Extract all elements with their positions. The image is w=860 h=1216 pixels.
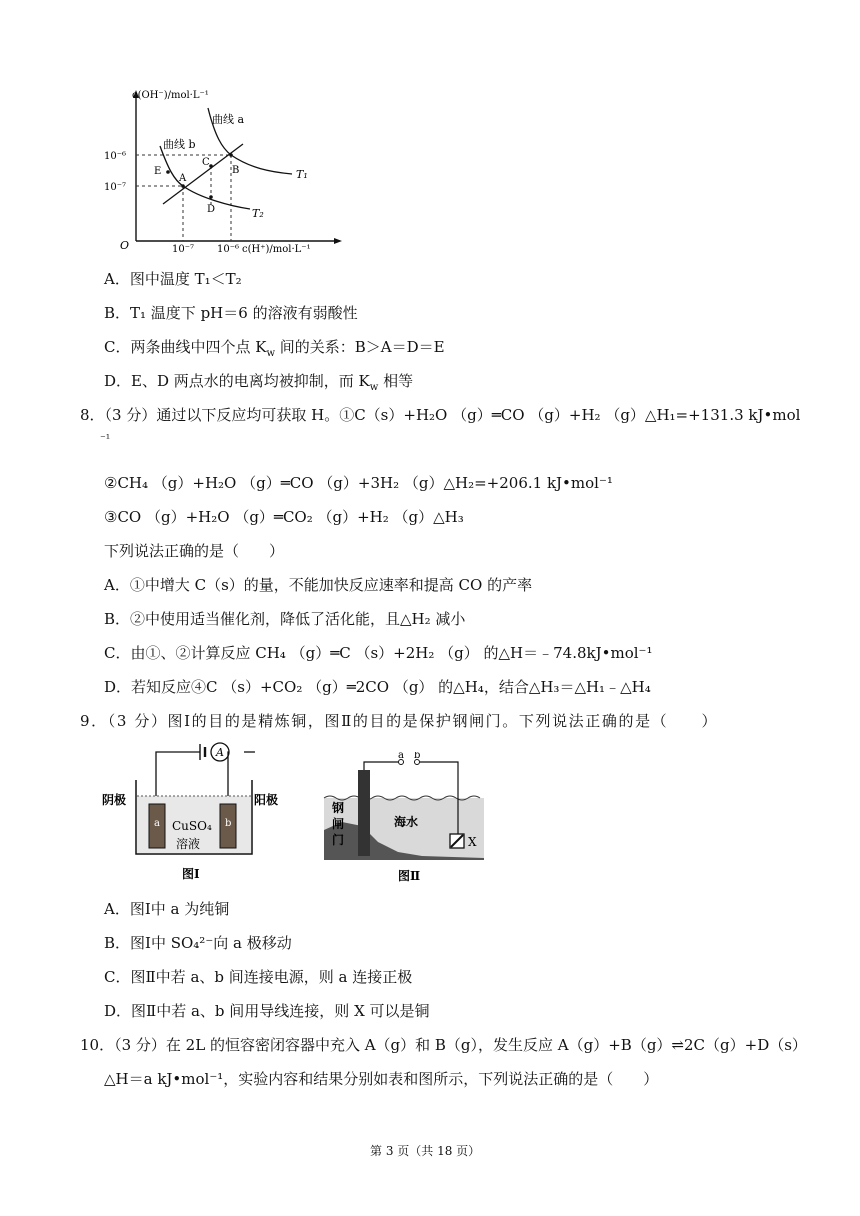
steel-gate	[358, 770, 370, 856]
gate-label-1: 钢	[332, 801, 345, 815]
y-tick-2: 10⁻⁷	[104, 182, 127, 193]
solution-label-1: CuSO₄	[172, 819, 212, 833]
q7-option-b: B．T₁ 温度下 pH＝6 的溶液有弱酸性	[104, 304, 358, 322]
x-axis-label: c(H⁺)/mol·L⁻¹	[242, 244, 311, 255]
point-b-label: B	[232, 165, 240, 176]
q7-option-d-text: D．E、D 两点水的电离均被抑制，而 K	[104, 372, 370, 390]
electrode-a-label: a	[154, 818, 160, 829]
q7-option-d	[104, 370, 413, 399]
q9-option-d: D．图Ⅱ中若 a、b 间用导线连接，则 X 可以是铜	[104, 1002, 430, 1020]
origin-label: O	[120, 239, 130, 252]
q9-figure-1	[100, 742, 290, 882]
y-tick-1: 10⁻⁶	[104, 151, 127, 162]
x-label: X	[468, 835, 477, 849]
ammeter-label: A	[216, 746, 224, 759]
q8-option-b: B．②中使用适当催化剂，降低了活化能，且△H₂ 减小	[104, 610, 466, 628]
q10-stem-line1: 10．（3 分）在 2L 的恒容密闭容器中充入 A（g）和 B（g），发生反应 A（g）+B（g）⇌2C（g）+D（s）	[80, 1036, 807, 1054]
point-c-dot	[209, 164, 213, 168]
q9-stem: 9．（3 分）图Ⅰ的目的是精炼铜，图Ⅱ的目的是保护钢闸门。下列说法正确的是（ ）	[80, 712, 719, 730]
page-footer: 第 3 页（共 18 页）	[370, 1144, 481, 1158]
q8-option-c: C．由①、②计算反应 CH₄ （g）═C （s）+2H₂ （g） 的△H＝﹣74.8kJ•mol⁻¹	[104, 644, 653, 662]
point-b-dot	[229, 153, 233, 157]
q9-figure-2	[322, 752, 492, 888]
x-axis-arrow	[334, 238, 342, 244]
anode-label: 阳极	[254, 793, 279, 807]
fig1-caption: 图Ⅰ	[182, 867, 200, 881]
q8-question: 下列说法正确的是（ ）	[104, 542, 285, 560]
q8-option-d: D．若知反应④C （s）+CO₂ （g）═2CO （g） 的△H₄，结合△H₃＝△H₁﹣△H₄	[104, 678, 651, 696]
t1-label: T₁	[296, 168, 308, 181]
solution-label-2: 溶液	[176, 837, 201, 851]
y-axis-label: c(OH⁻)/mol·L⁻¹	[132, 90, 209, 101]
q9-option-c: C．图Ⅱ中若 a、b 间连接电源，则 a 连接正极	[104, 968, 413, 986]
q7-option-c-tail: 间的关系：B＞A＝D＝E	[275, 338, 445, 356]
wire-gate	[364, 762, 398, 770]
point-e-label: E	[154, 166, 162, 177]
terminal-b-label: b	[414, 752, 421, 761]
t2-label: T₂	[252, 207, 264, 220]
q8-reaction-2: ②CH₄ （g）+H₂O （g）═CO （g）+3H₂ （g）△H₂=+206.1 kJ•mol⁻¹	[104, 474, 613, 492]
terminal-a-label: a	[398, 752, 404, 761]
q7-option-d-sub: w	[369, 382, 379, 393]
q7-option-c-sub: w	[266, 348, 276, 359]
point-c-label: C	[202, 157, 210, 168]
q8-stem-line1b: ⁻¹	[100, 432, 111, 445]
gate-label-3: 门	[332, 833, 345, 847]
x-tick-2: 10⁻⁶	[217, 244, 240, 255]
q7-option-a: A．图中温度 T₁＜T₂	[104, 270, 242, 288]
point-a-label: A	[179, 173, 187, 184]
x-tick-1: 10⁻⁷	[172, 244, 195, 255]
q8-option-a: A．①中增大 C（s）的量，不能加快反应速率和提高 CO 的产率	[104, 576, 533, 594]
q7-option-c	[104, 336, 445, 365]
q7-option-c-text: C．两条曲线中四个点 K	[104, 338, 267, 356]
q8-stem-line1: 8．（3 分）通过以下反应均可获取 H。①C（s）+H₂O （g）═CO （g）+H₂ （g）△H₁=+131.3 kJ•mol	[80, 406, 801, 424]
q8-reaction-3: ③CO （g）+H₂O （g）═CO₂ （g）+H₂ （g）△H₃	[104, 508, 464, 526]
gate-label-2: 闸	[332, 817, 345, 831]
q7-graph	[100, 86, 350, 256]
q10-stem-line2: △H＝a kJ•mol⁻¹，实验内容和结果分别如表和图所示，下列说法正确的是（ ）	[104, 1070, 659, 1088]
cathode-label: 阴极	[102, 793, 127, 807]
point-a-dot	[181, 184, 185, 188]
electrode-b-label: b	[225, 818, 232, 829]
q9-option-b: B．图Ⅰ中 SO₄²⁻向 a 极移动	[104, 934, 292, 952]
q7-option-d-tail: 相等	[378, 372, 414, 390]
curve-a-label: 曲线 a	[212, 113, 245, 126]
curve-b-label: 曲线 b	[163, 138, 196, 151]
fig2-caption: 图Ⅱ	[398, 869, 421, 883]
seawater-label: 海水	[394, 815, 419, 829]
q9-option-a: A．图Ⅰ中 a 为纯铜	[104, 900, 230, 918]
point-d-dot	[209, 195, 213, 199]
point-d-label: D	[207, 204, 216, 215]
point-e-dot	[166, 170, 170, 174]
